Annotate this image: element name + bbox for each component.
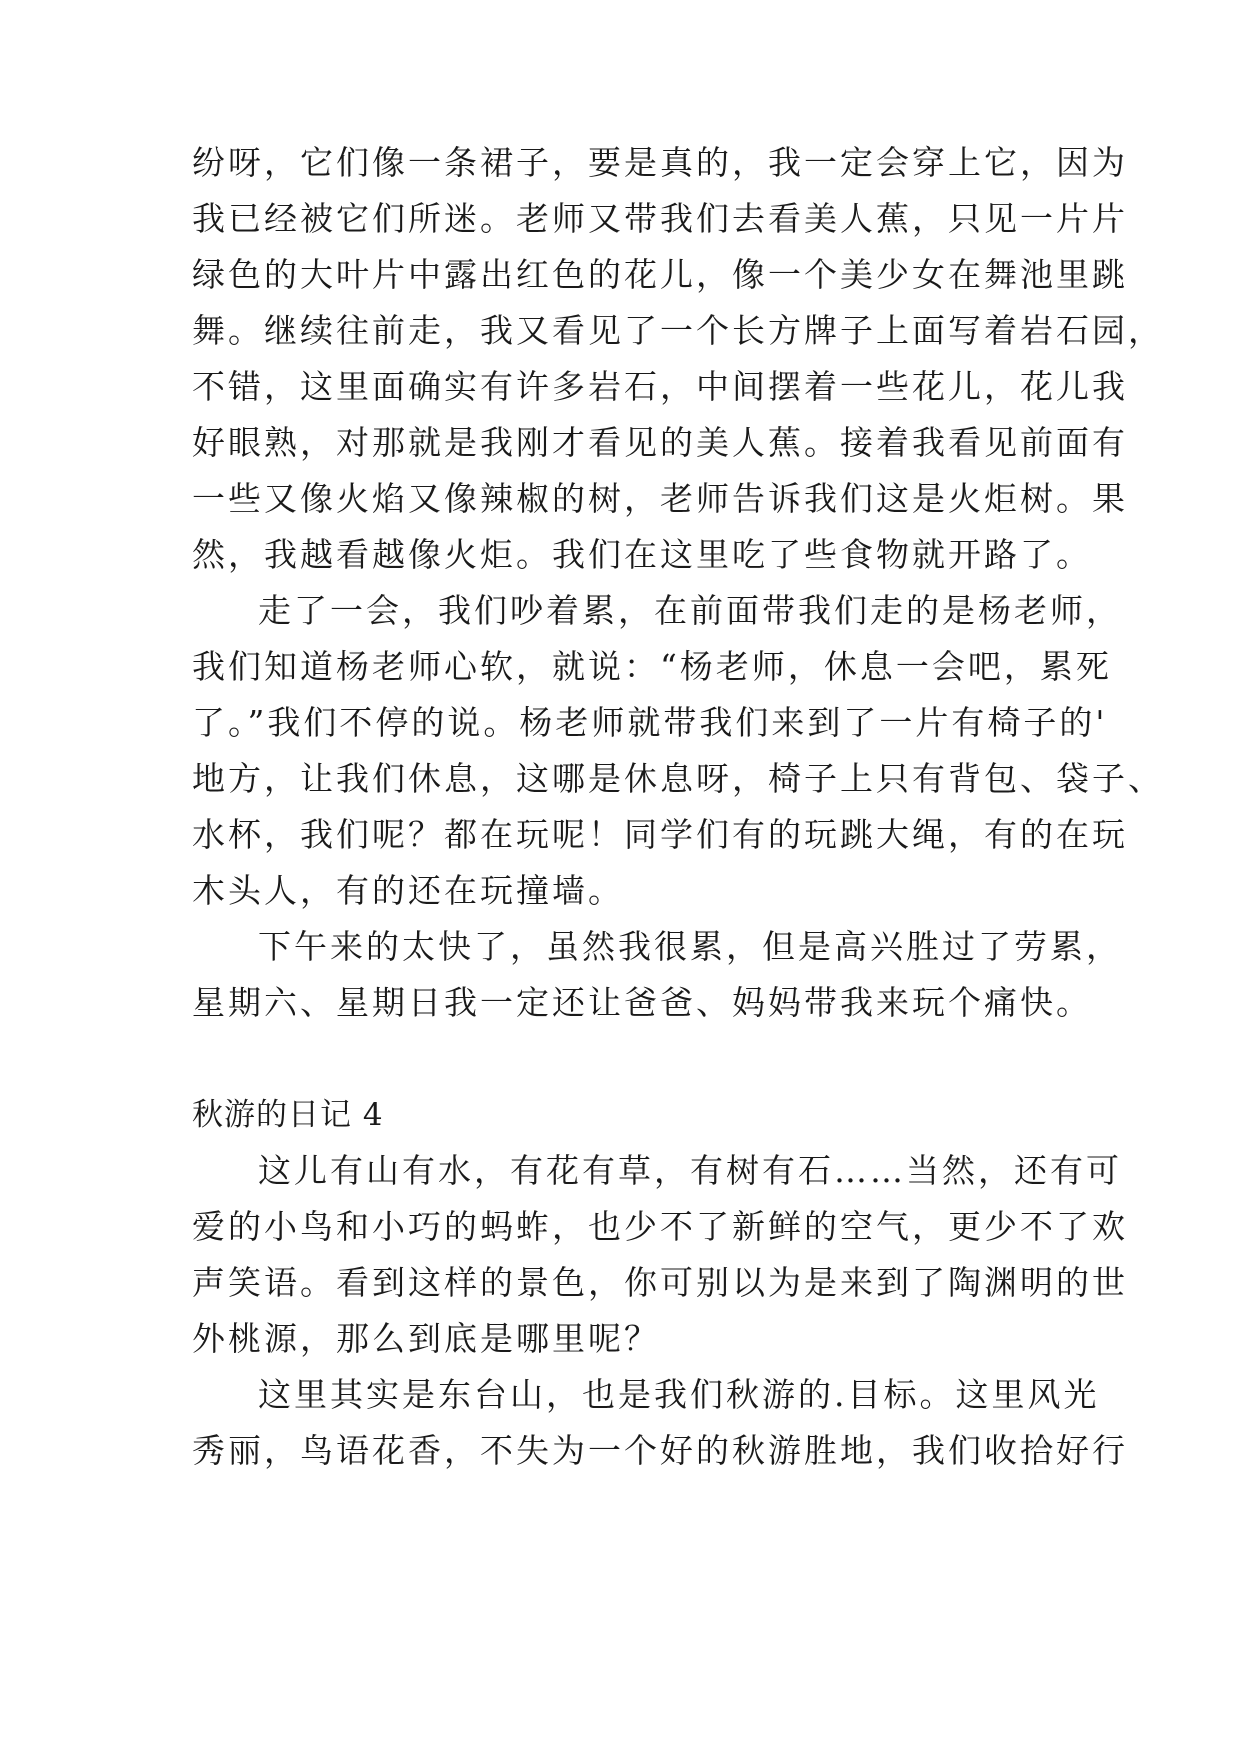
text-line: 好眼熟，对那就是我刚才看见的美人蕉。接着我看见前面有 [192,423,1128,462]
text-line: 然，我越看越像火炬。我们在这里吃了些食物就开路了。 [192,535,1092,574]
text-line: 我们知道杨老师心软，就说：“杨老师，休息一会吧，累死 [192,647,1112,686]
text-line: 声笑语。看到这样的景色，你可别以为是来到了陶渊明的世 [192,1263,1128,1302]
text-line: 走了一会，我们吵着累，在前面带我们走的是杨老师， [258,591,1122,630]
text-line: 星期六、星期日我一定还让爸爸、妈妈带我来玩个痛快。 [192,983,1092,1022]
text-line: 纷呀，它们像一条裙子，要是真的，我一定会穿上它，因为 [192,143,1128,182]
text-line: 我已经被它们所迷。老师又带我们去看美人蕉，只见一片片 [192,199,1128,238]
text-line: 这儿有山有水，有花有草，有树有石……当然，还有可 [258,1151,1122,1190]
text-line: 一些又像火焰又像辣椒的树，老师告诉我们这是火炬树。果 [192,479,1128,518]
text-line: 下午来的太快了，虽然我很累，但是高兴胜过了劳累， [258,927,1122,966]
text-line: 这里其实是东台山，也是我们秋游的.目标。这里风光 [258,1375,1100,1414]
text-line: 木头人，有的还在玩撞墙。 [192,871,624,910]
text-line: 不错，这里面确实有许多岩石，中间摆着一些花儿，花儿我 [192,367,1128,406]
text-line: 了。”我们不停的说。杨老师就带我们来到了一片有椅子的' [192,703,1108,742]
text-line: 舞。继续往前走，我又看见了一个长方牌子上面写着岩石园， [192,311,1164,350]
section-title: 秋游的日记 4 [192,1097,384,1133]
text-line: 水杯，我们呢？都在玩呢！同学们有的玩跳大绳，有的在玩 [192,815,1128,854]
text-line: 爱的小鸟和小巧的蚂蚱，也少不了新鲜的空气，更少不了欢 [192,1207,1128,1246]
text-line: 外桃源，那么到底是哪里呢？ [192,1319,660,1358]
text-line: 绿色的大叶片中露出红色的花儿，像一个美少女在舞池里跳 [192,255,1128,294]
text-line: 地方，让我们休息，这哪是休息呀，椅子上只有背包、袋子、 [192,759,1164,798]
text-line: 秀丽，鸟语花香，不失为一个好的秋游胜地，我们收拾好行 [192,1431,1128,1470]
